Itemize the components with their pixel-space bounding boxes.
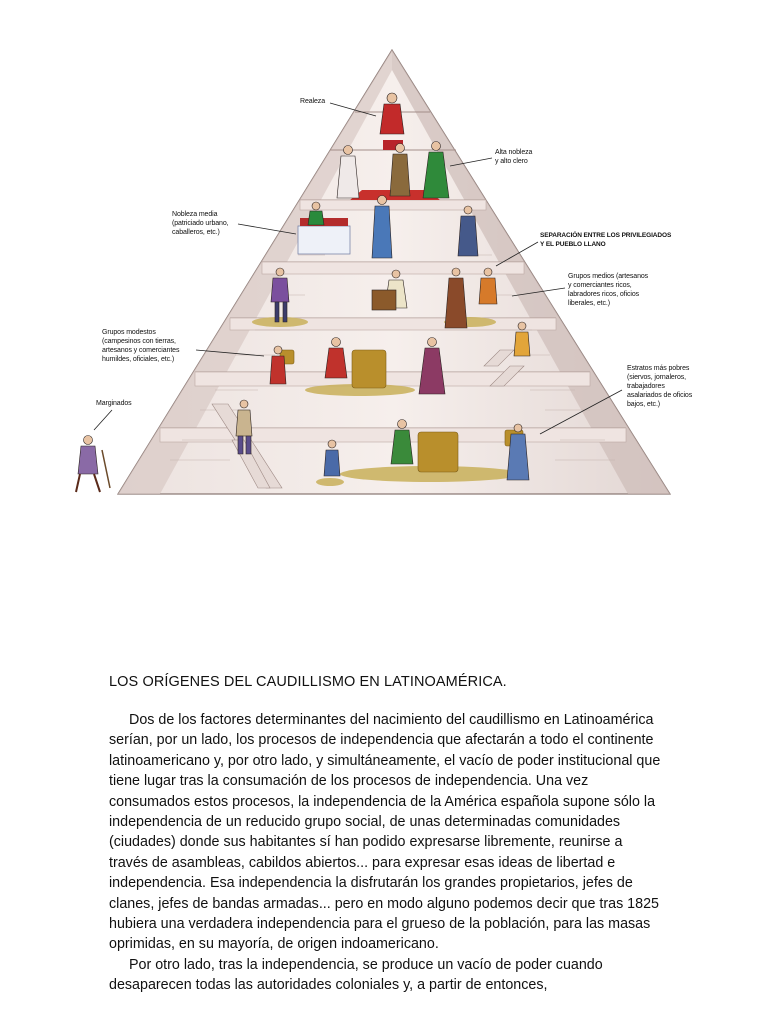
label-alta-nobleza: Alta nobleza y alto clero xyxy=(495,149,533,165)
label-separacion: SEPARACIÓN ENTRE LOS PRIVILEGIADOS Y EL PUEBLO LLANO xyxy=(540,232,672,248)
paragraph: Dos de los factores determinantes del nacimiento del caudillismo en Latinoamérica serían, por un lado, los procesos de independencia que afectarán a todo el continente latinoamericano y, por otro lado, y simultáneamente, el vacío de poder institucional que tiene lugar tras la consumación de los procesos de independencia. Una vez consumados estos procesos, la independencia de la América española supone sólo la independencia de un reducido grupo social, de unas determinadas comunidades (ciudades) donde sus habitantes sí han podido expresarse libremente, reunirse a través de asambleas, cabildos abiertos... para expresar esas ideas de libertad e independencia. Esa independencia la disfrutarán los grandes propietarios, jefes de clanes, jefes de bandas armadas... pero en modo alguno podemos decir que tras 1825 hubiera una verdadera independencia para el grueso de la población, para las masas oprimidas, en su mayoría, de origen indoamericano. xyxy=(109,712,661,953)
label-realeza: Realeza xyxy=(300,98,325,105)
document-title: LOS ORÍGENES DEL CAUDILLISMO EN LATINOAMÉRICA. xyxy=(109,674,507,690)
label-grupos-modestos: Grupos modestos (campesinos con tierras, artesanos y comerciantes humildes, oficiales, etc.) xyxy=(102,329,180,363)
label-grupos-medios: Grupos medios (artesanos y comerciantes ricos, labradores ricos, oficios liberales, etc.) xyxy=(568,273,649,307)
label-nobleza-media: Nobleza media (patriciado urbano, caballeros, etc.) xyxy=(172,211,229,236)
document-body xyxy=(109,710,664,996)
label-estratos-pobres: Estratos más pobres (siervos, jornaleros, trabajadores asalariados de oficios bajos, etc.) xyxy=(627,365,693,408)
label-marginados: Marginados xyxy=(96,400,132,407)
paragraph: Por otro lado, tras la independencia, se produce un vacío de poder cuando desaparecen todas las autoridades coloniales y, a partir de entonces, xyxy=(109,956,603,994)
